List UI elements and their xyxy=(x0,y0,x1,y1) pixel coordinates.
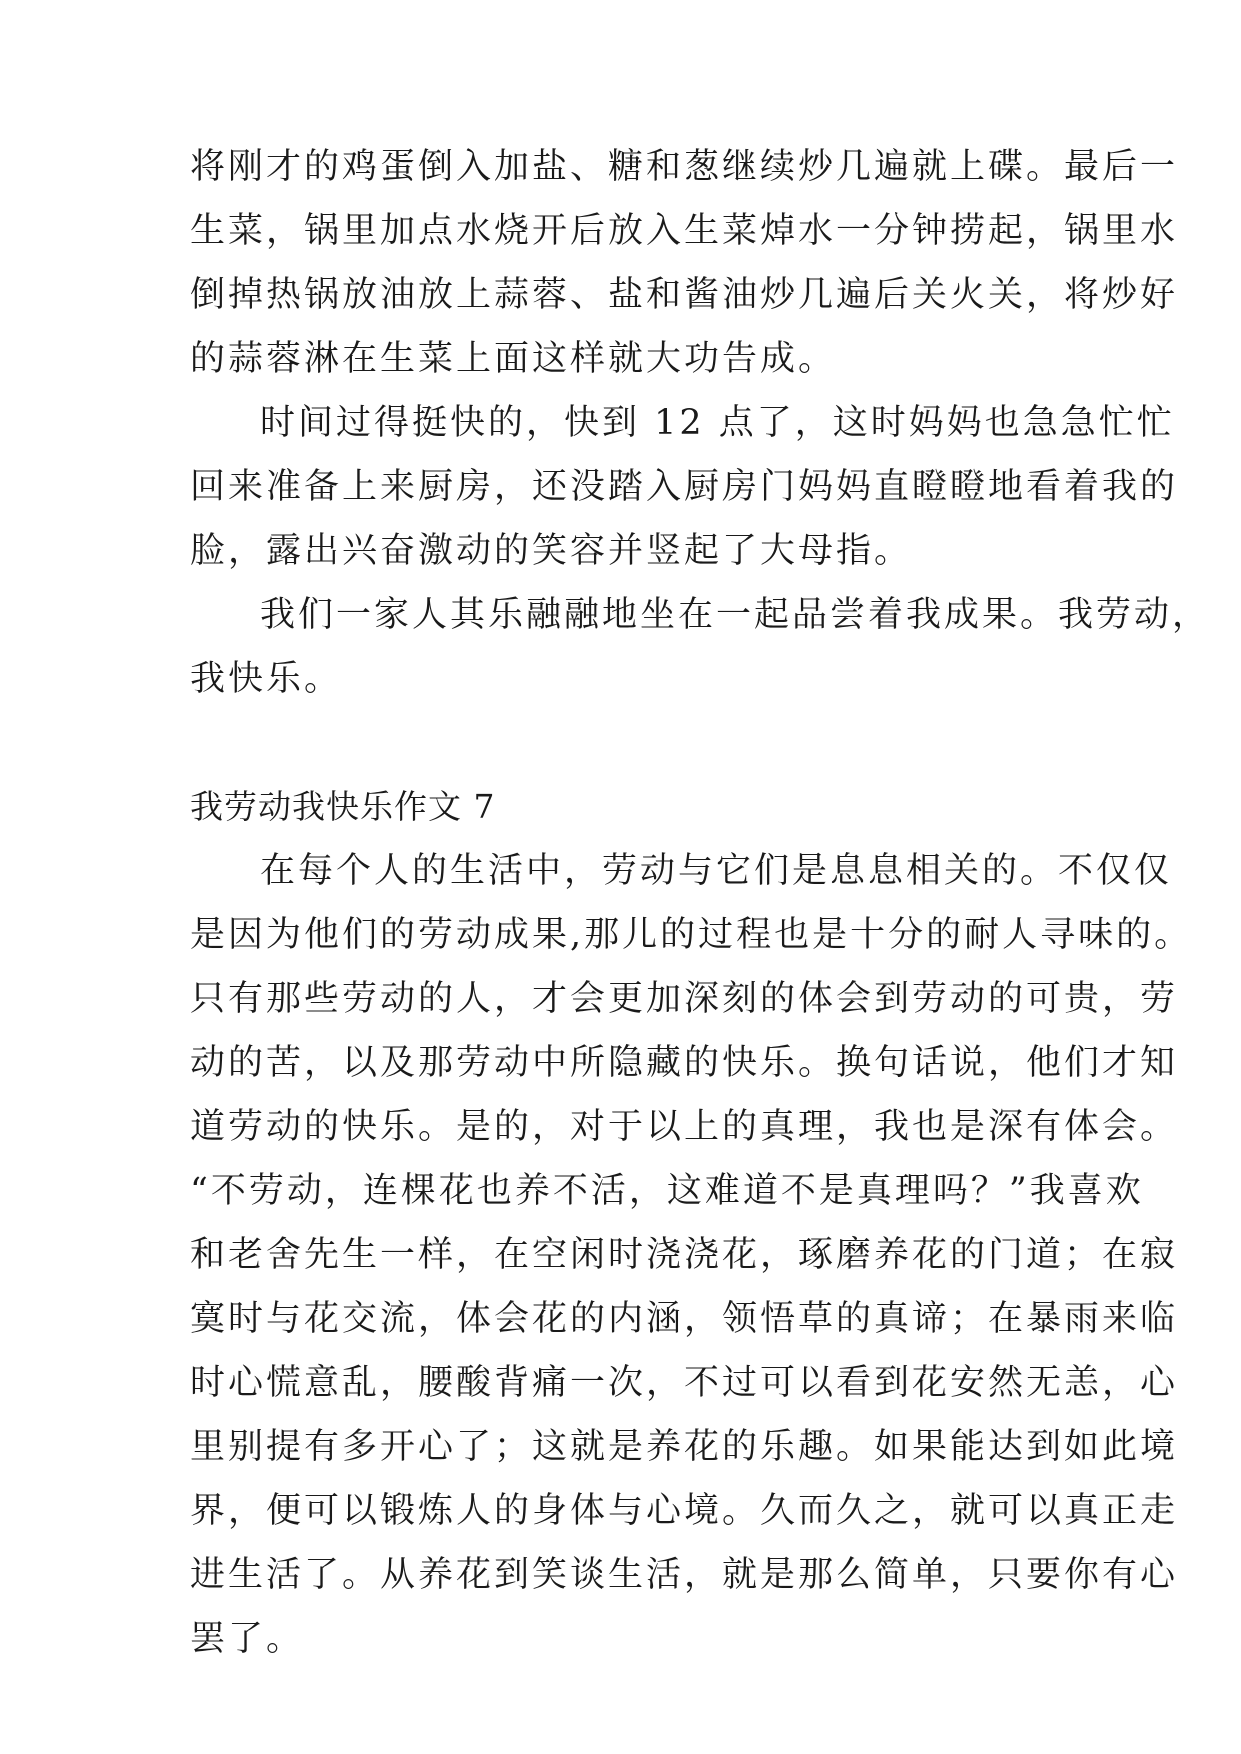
text-line: 只有那些劳动的人，才会更加深刻的体会到劳动的可贵，劳 xyxy=(190,979,1179,1019)
paragraph-mother-returns xyxy=(190,391,1179,583)
text-line: 生菜，锅里加点水烧开后放入生菜焯水一分钟捞起，锅里水 xyxy=(190,211,1179,251)
paragraph-cooking-steps xyxy=(190,135,1179,391)
text-line: 和老舍先生一样，在空闲时浇浇花，琢磨养花的门道；在寂 xyxy=(190,1235,1179,1275)
paragraph-family-meal xyxy=(190,583,1211,711)
text-line: 在每个人的生活中，劳动与它们是息息相关的。不仅仅 xyxy=(260,851,1173,891)
text-line: 时间过得挺快的，快到 12 点了，这时妈妈也急急忙忙 xyxy=(260,403,1175,443)
section-gap xyxy=(190,711,1056,775)
text-line: 将刚才的鸡蛋倒入加盐、糖和葱继续炒几遍就上碟。最后一 xyxy=(190,147,1179,187)
text-line: 是因为他们的劳动成果,那儿的过程也是十分的耐人寻味的。 xyxy=(190,915,1193,955)
text-line: 界，便可以锻炼人的身体与心境。久而久之，就可以真正走 xyxy=(190,1491,1179,1531)
text-line: “不劳动，连棵花也养不活，这难道不是真理吗？”我喜欢 xyxy=(190,1171,1144,1211)
document-page xyxy=(190,135,1211,1671)
text-line: 我快乐。 xyxy=(190,659,343,699)
text-line: 我们一家人其乐融融地坐在一起品尝着我成果。我劳动， xyxy=(260,595,1211,635)
text-line: 里别提有多开心了；这就是养花的乐趣。如果能达到如此境 xyxy=(190,1427,1179,1467)
text-line: 寞时与花交流，体会花的内涵，领悟草的真谛；在暴雨来临 xyxy=(190,1299,1179,1339)
text-line: 罢了。 xyxy=(190,1619,305,1659)
text-line: 动的苦，以及那劳动中所隐藏的快乐。换句话说，他们才知 xyxy=(190,1043,1179,1083)
text-line: 回来准备上来厨房，还没踏入厨房门妈妈直瞪瞪地看着我的 xyxy=(190,467,1179,507)
text-line: 进生活了。从养花到笑谈生活，就是那么简单，只要你有心 xyxy=(190,1555,1179,1595)
text-line: 倒掉热锅放油放上蒜蓉、盐和酱油炒几遍后关火关，将炒好 xyxy=(190,275,1179,315)
text-line: 脸，露出兴奋激动的笑容并竖起了大母指。 xyxy=(190,531,913,571)
paragraph-labor-joy xyxy=(190,839,1193,1671)
essay-heading: 我劳动我快乐作文 7 xyxy=(190,787,496,826)
text-line: 时心慌意乱，腰酸背痛一次，不过可以看到花安然无恙，心 xyxy=(190,1363,1179,1403)
text-line: 的蒜蓉淋在生菜上面这样就大功告成。 xyxy=(190,339,837,379)
text-line: 道劳动的快乐。是的，对于以上的真理，我也是深有体会。 xyxy=(190,1107,1179,1147)
